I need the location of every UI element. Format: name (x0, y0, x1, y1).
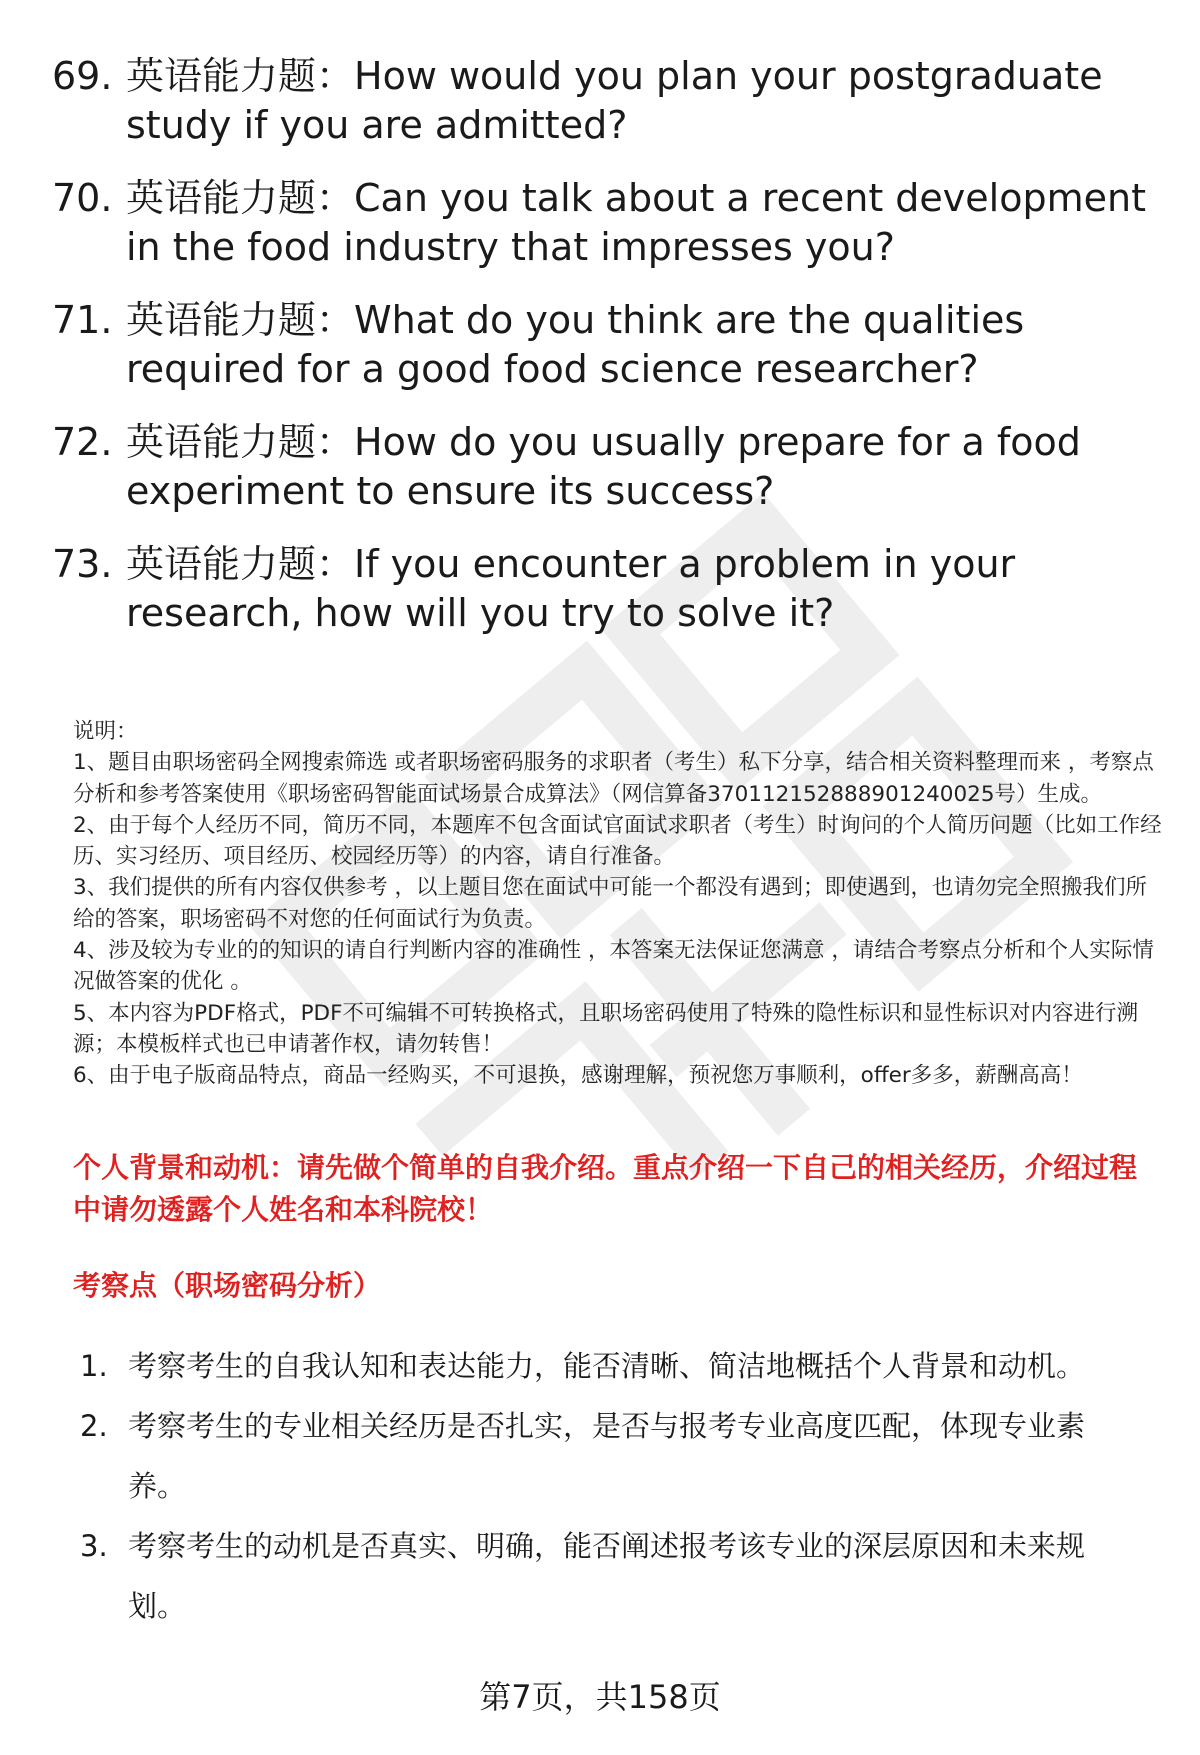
question-text: 英语能力题：What do you think are the qualities required for a good food science researcher? (126, 298, 1025, 391)
question-item (52, 296, 1162, 394)
question-item (52, 418, 1162, 516)
analysis-point (80, 1396, 1140, 1516)
analysis-points (80, 1336, 1140, 1636)
point-text: 考察考生的动机是否真实、明确，能否阐述报考该专业的深层原因和未来规划。 (128, 1529, 1086, 1623)
question-number: 72. (52, 420, 113, 464)
section-subheading: 考察点（职场密码分析） (73, 1269, 382, 1302)
point-number: 2. (80, 1409, 108, 1443)
question-text: 英语能力题：How do you usually prepare for a food experiment to ensure its success? (126, 420, 1081, 513)
note-item: 4、涉及较为专业的的知识的请自行判断内容的准确性 ，本答案无法保证您满意 ，请结合考察点分析和个人实际情况做答案的优化 。 (73, 938, 1154, 995)
point-number: 1. (80, 1349, 108, 1383)
question-item (52, 540, 1162, 638)
analysis-point (80, 1336, 1140, 1396)
question-number: 71. (52, 298, 113, 342)
note-item: 5、本内容为PDF格式，PDF不可编辑不可转换格式，且职场密码使用了特殊的隐性标识和显性标识对内容进行溯源；本模板样式也已申请著作权，请勿转售！ (73, 1000, 1138, 1057)
note-item: 1、题目由职场密码全网搜索筛选 或者职场密码服务的求职者（考生）私下分享，结合相关资料整理而来 ，考察点分析和参考答案使用《职场密码智能面试场景合成算法》（网信算备370112152888901240025号）生成。 (73, 750, 1154, 807)
point-text: 考察考生的专业相关经历是否扎实，是否与报考专业高度匹配，体现专业素养。 (128, 1409, 1086, 1503)
analysis-point (80, 1516, 1140, 1636)
notes-title: 说明： (73, 719, 138, 744)
note-item: 2、由于每个人经历不同，简历不同，本题库不包含面试官面试求职者（考生）时询问的个人简历问题（比如工作经历、实习经历、项目经历、校园经历等）的内容，请自行准备。 (73, 812, 1162, 870)
question-list (52, 52, 1162, 662)
notes-section (73, 716, 1163, 1092)
question-number: 69. (52, 54, 113, 98)
point-number: 3. (80, 1529, 108, 1563)
note-item: 3、我们提供的所有内容仅供参考 ，以上题目您在面试中可能一个都没有遇到；即使遇到，也请勿完全照搬我们所给的答案，职场密码不对您的任何面试行为负责。 (73, 875, 1148, 932)
question-item (52, 52, 1162, 150)
section-heading: 个人背景和动机：请先做个简单的自我介绍。重点介绍一下自己的相关经历，介绍过程中请勿透露个人姓名和本科院校！ (73, 1151, 1138, 1226)
question-number: 70. (52, 176, 113, 220)
page-number: 第7页，共158页 (479, 1678, 721, 1716)
note-item: 6、由于电子版商品特点，商品一经购买，不可退换，感谢理解，预祝您万事顺利，offer多多，薪酬高高！ (73, 1063, 1083, 1089)
question-text: 英语能力题：If you encounter a problem in your research, how will you try to solve it? (126, 542, 1016, 635)
question-number: 73. (52, 542, 113, 586)
question-text: 英语能力题：Can you talk about a recent development in the food industry that impresses you? (126, 176, 1146, 269)
point-text: 考察考生的自我认知和表达能力，能否清晰、简洁地概括个人背景和动机。 (128, 1349, 1086, 1383)
question-item (52, 174, 1162, 272)
question-text: 英语能力题：How would you plan your postgraduate study if you are admitted? (126, 54, 1103, 147)
